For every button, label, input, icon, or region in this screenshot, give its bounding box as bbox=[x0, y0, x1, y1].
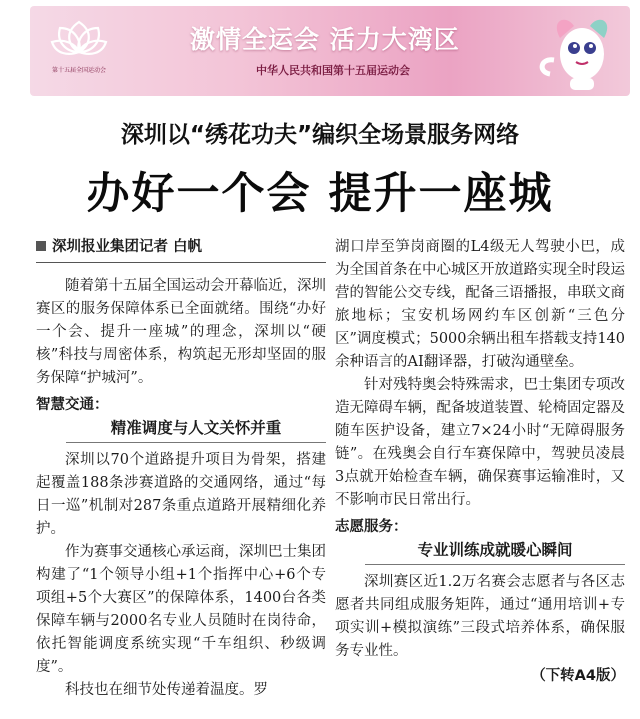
square-bullet-icon bbox=[36, 241, 46, 251]
byline bbox=[36, 236, 326, 263]
section-title-transport: 精准调度与人文关怀并重 bbox=[66, 416, 326, 443]
transport-paragraph-4: 针对残特奥会特殊需求，巴士集团专项改造无障碍车辆，配备坡道装置、轮椅固定器及随车医护设备，建立7×24小时“无障碍服务链”。在残奥会自行车赛保障中，驾驶员凌晨3点就开始检查车辆，确保赛事运输准时，又不影响市民日常出行。 bbox=[335, 377, 625, 508]
volunteer-paragraph-1: 深圳赛区近1.2万名赛会志愿者与各区志愿者共同组成服务矩阵，通过“通用培训+专项实训+模拟演练”三段式培养体系，确保服务专业性。 bbox=[335, 574, 625, 659]
logo-caption: 第十五届全国运动会 bbox=[51, 67, 107, 74]
games-name: 中华人民共和国第十五届运动会 bbox=[256, 64, 410, 77]
mascot-icon bbox=[530, 8, 626, 94]
article-column-right bbox=[335, 236, 625, 688]
flower-emblem-icon bbox=[44, 16, 114, 88]
section-title-volunteer: 专业训练成就暖心瞬间 bbox=[365, 538, 625, 565]
section-tag-volunteer: 志愿服务： bbox=[335, 519, 408, 535]
section-tag-transport: 智慧交通： bbox=[36, 397, 109, 413]
banner-slogan: 激情全运会 活力大湾区 bbox=[190, 25, 460, 54]
article-subhead: 深圳以“绣花功夫”编织全场景服务网络 bbox=[120, 122, 520, 148]
continued-note: （下转A4版） bbox=[531, 668, 625, 684]
byline-text: 深圳报业集团记者 白帆 bbox=[52, 239, 203, 255]
transport-paragraph-3-continued: 湖口岸至笋岗商圈的L4级无人驾驶小巴，成为全国首条在中心城区开放道路实现全时段运营的智能公交专线，配备三语播报，串联文商旅地标；宝安机场网约车区创新“三色分区”调度模式；5000余辆出租车搭载支持140余种语言的AI翻译器，打破沟通壁垒。 bbox=[335, 239, 625, 370]
transport-paragraph-3-start: 科技也在细节处传递着温度。罗 bbox=[65, 682, 268, 698]
games-banner bbox=[30, 6, 630, 96]
intro-paragraph: 随着第十五届全国运动会开幕临近，深圳赛区的服务保障体系已全面就绪。围绕“办好一个会、提升一座城”的理念，深圳以“硬核”科技与周密体系，构筑起无形却坚固的服务保障“护城河”。 bbox=[36, 278, 326, 386]
transport-paragraph-2: 作为赛事交通核心承运商，深圳巴士集团构建了“1个领导小组+1个指挥中心+6个专项组+5个大赛区”的保障体系，1400台各类保障车辆与2000名专业人员随时在岗待命，依托智能调度系统实现“千车组织、秒级调度”。 bbox=[36, 544, 326, 675]
transport-paragraph-1: 深圳以70个道路提升项目为骨架，搭建起覆盖188条涉赛道路的交通网络，通过“每日一巡”机制对287条重点道路开展精细化养护。 bbox=[36, 452, 326, 537]
article-headline: 办好一个会 提升一座城 bbox=[86, 169, 554, 219]
article-column-left bbox=[36, 236, 326, 702]
